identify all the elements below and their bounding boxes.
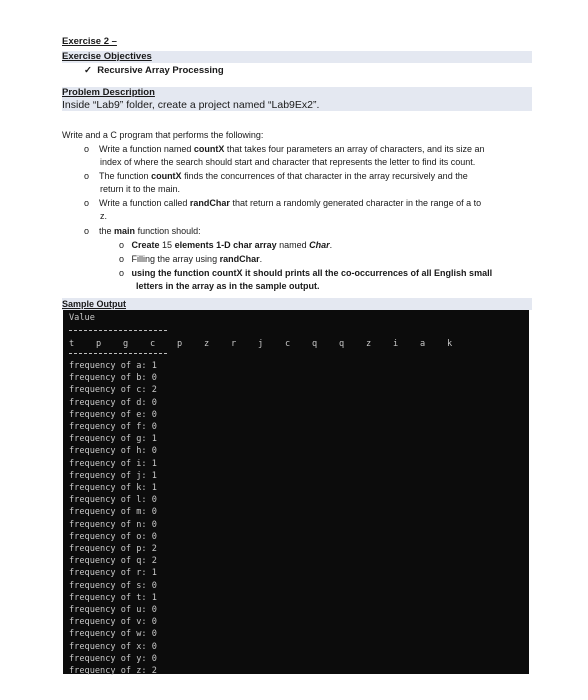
frequency-line: frequency of c: 2 [69, 385, 157, 396]
exercise-title: Exercise 2 – [62, 36, 117, 47]
array-char: a [420, 339, 426, 349]
sample-output-heading: Sample Output [62, 298, 532, 310]
frequency-line: frequency of k: 1 [69, 483, 157, 493]
frequency-line: frequency of h: 0 [69, 446, 157, 457]
sub-bullet-3: o using the function countX it should prints all the co-occurrences of all English small [119, 268, 493, 278]
frequency-line: frequency of d: 0 [69, 397, 157, 408]
array-char: z [366, 339, 372, 349]
problem-text: Inside “Lab9” folder, create a project named “Lab9Ex2”. [62, 99, 532, 111]
frequency-line: frequency of n: 0 [69, 519, 157, 530]
array-char: q [312, 339, 318, 349]
frequency-line: frequency of z: 2 [69, 666, 157, 676]
bullet-3: o Write a function called randChar that return a randomly generated character in the range of a to [84, 198, 482, 208]
problem-heading: Problem Description [62, 87, 532, 99]
array-char: j [258, 339, 264, 349]
array-char: p [177, 339, 183, 349]
frequency-line: frequency of j: 1 [69, 470, 157, 481]
frequency-line: frequency of s: 0 [69, 580, 157, 591]
frequency-line: frequency of f: 0 [69, 422, 157, 432]
array-char: c [150, 339, 156, 349]
frequency-line: frequency of b: 0 [69, 373, 157, 384]
terminal-output [63, 310, 529, 674]
frequency-line: frequency of t: 1 [69, 592, 157, 603]
divider [69, 330, 167, 331]
array-char: g [123, 339, 129, 349]
terminal-header: Value [69, 313, 95, 323]
frequency-line: frequency of i: 1 [69, 458, 157, 469]
frequency-line: frequency of q: 2 [69, 556, 157, 567]
divider [69, 353, 167, 354]
frequency-line: frequency of v: 0 [69, 617, 157, 628]
array-char: c [285, 339, 291, 349]
bullet-1-line2: index of where the search should start and character that represents the letter to find its count. [100, 157, 476, 167]
frequency-line: frequency of o: 0 [69, 531, 157, 542]
bullet-icon: o [119, 240, 125, 250]
frequency-line: frequency of x: 0 [69, 641, 157, 652]
frequency-line: frequency of l: 0 [69, 495, 157, 506]
objectives-heading: Exercise Objectives [62, 51, 532, 63]
frequency-line: frequency of m: 0 [69, 507, 157, 518]
bullet-icon: o [84, 198, 90, 208]
bullet-icon: o [84, 171, 90, 181]
array-char: p [96, 339, 102, 349]
objective-item: ✓ Recursive Array Processing [84, 65, 224, 76]
frequency-line: frequency of w: 0 [69, 629, 157, 640]
bullet-1: o Write a function named countX that takes four parameters an array of characters, and its size an [84, 144, 485, 154]
intro-text: Write and a C program that performs the following: [62, 130, 264, 140]
array-char: q [339, 339, 345, 349]
frequency-line: frequency of a: 1 [69, 361, 157, 371]
sub-bullet-2: o Filling the array using randChar. [119, 254, 263, 264]
sub-bullet-1: o Create 15 elements 1-D char array named Char. [119, 240, 333, 250]
bullet-icon: o [84, 226, 90, 236]
bullet-icon: o [119, 254, 125, 264]
sub-bullet-3-line2: letters in the array as in the sample output. [136, 281, 320, 291]
bullet-icon: o [84, 144, 90, 154]
frequency-line: frequency of r: 1 [69, 568, 157, 579]
frequency-line: frequency of u: 0 [69, 605, 157, 615]
array-char: r [231, 339, 237, 349]
frequency-line: frequency of e: 0 [69, 409, 157, 420]
frequency-line: frequency of p: 2 [69, 544, 157, 554]
array-char: t [69, 339, 75, 349]
bullet-3-line2: z. [100, 211, 108, 221]
frequency-line: frequency of y: 0 [69, 653, 157, 664]
checkmark-icon: ✓ [84, 65, 92, 76]
frequency-line: frequency of g: 1 [69, 434, 157, 445]
array-char: z [204, 339, 210, 349]
bullet-2-line2: return it to the main. [100, 184, 181, 194]
array-char: k [447, 339, 453, 349]
bullet-4: o the main function should: [84, 226, 201, 236]
array-char: i [393, 339, 399, 349]
bullet-icon: o [119, 268, 125, 278]
bullet-2: o The function countX finds the concurrences of that character in the array recursively and the [84, 171, 468, 181]
